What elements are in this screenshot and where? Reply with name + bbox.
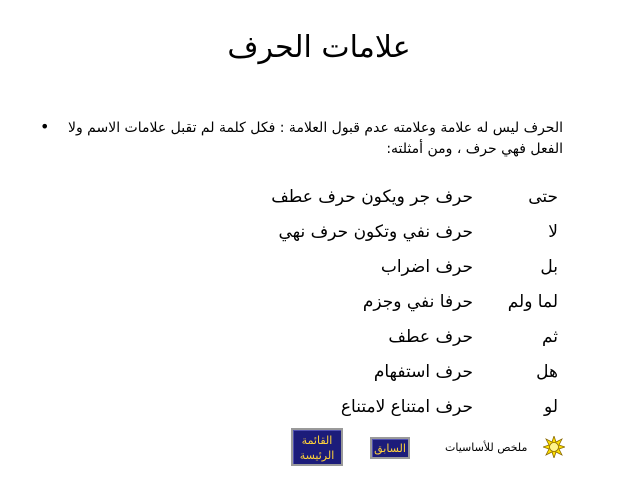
list-item <box>0 327 638 363</box>
example-description: حرف نفي وتكون حرف نهي <box>278 222 473 242</box>
example-description: حرف امتناع لامتناع <box>340 397 473 417</box>
main-menu-label-1: القائمة <box>301 434 333 447</box>
example-description: حرف جر ويكون حرف عطف <box>271 187 473 207</box>
bullet-icon: • <box>40 117 50 136</box>
bullet-paragraph <box>63 118 563 160</box>
example-description: حرف استفهام <box>373 362 473 382</box>
example-description: حرفا نفي وجزم <box>362 292 473 312</box>
example-description: حرف عطف <box>388 327 473 347</box>
example-description: حرف اضراب <box>380 257 473 277</box>
previous-button[interactable]: السابق <box>370 437 410 459</box>
example-word: هل <box>536 362 558 382</box>
example-word: لو <box>544 397 558 417</box>
list-item <box>0 222 638 258</box>
example-word: بل <box>540 257 558 277</box>
list-item <box>0 187 638 223</box>
bullet-line-2: الفعل فهي حرف ، ومن أمثلته: <box>386 141 563 157</box>
example-word: لما ولم <box>507 292 558 312</box>
list-item <box>0 362 638 398</box>
list-item <box>0 292 638 328</box>
example-word: لا <box>548 222 558 242</box>
page-title: علامات الحرف <box>227 30 411 65</box>
summary-link[interactable]: ملخص للأساسيات <box>445 441 528 454</box>
list-item <box>0 257 638 293</box>
main-menu-button[interactable] <box>291 428 343 466</box>
bullet-line-1: الحرف ليس له علامة وعلامته عدم قبول العلامة : فكل كلمة لم تقبل علامات الاسم ولا <box>67 120 563 136</box>
example-word: حتى <box>528 187 558 207</box>
sun-icon[interactable] <box>543 436 565 458</box>
example-word: ثم <box>541 327 558 347</box>
main-menu-label-2: الرئيسة <box>299 449 335 462</box>
